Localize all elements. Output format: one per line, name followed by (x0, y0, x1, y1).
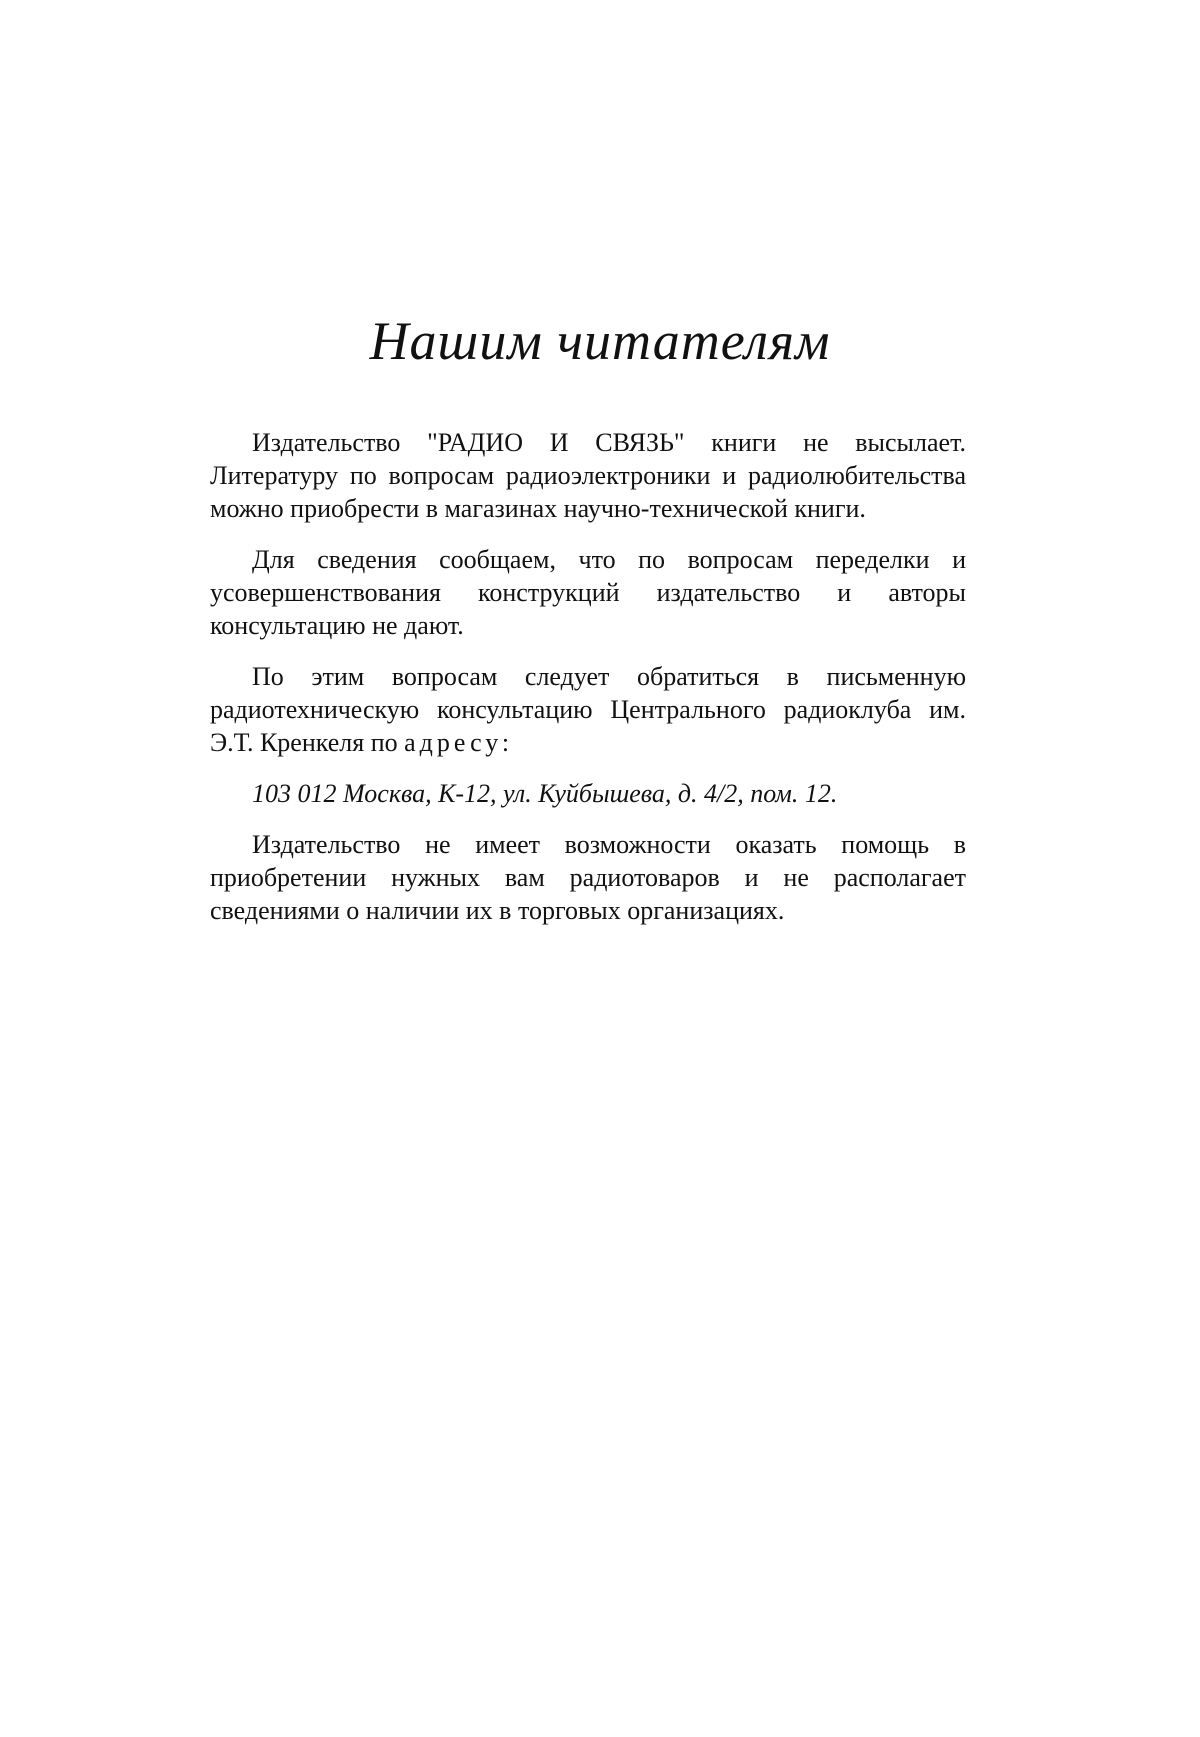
paragraph-no-mailing: Издательство "РАДИО И СВЯЗЬ" книги не высылает. Литературу по вопросам радиоэлектроники и радиолюбительства можно приобрести в магазинах научно-технической книги. (210, 428, 966, 523)
paragraph-contact (210, 660, 966, 759)
body-text (210, 426, 966, 945)
paragraph-no-consultation: Для сведения сообщаем, что по вопросам переделки и усовершенствования конструкций издательство и авторы консультацию не дают. (210, 545, 966, 640)
page-title: Нашим читателям (369, 311, 831, 371)
postal-address: 103 012 Москва, К-12, ул. Куйбышева, д. 4/2, пом. 12. (252, 779, 838, 808)
contact-text: По этим вопросам следует обратиться в письменную радиотехническую консультацию Центрального радиоклуба им. Э.Т. Кренкеля по (210, 662, 966, 757)
paragraph-no-assistance: Издательство не имеет возможности оказать помощь в приобретении нужных вам радиотоваров и не располагает сведениями о наличии их в торговых организациях. (210, 830, 966, 925)
address-label: адресу: (404, 728, 514, 757)
